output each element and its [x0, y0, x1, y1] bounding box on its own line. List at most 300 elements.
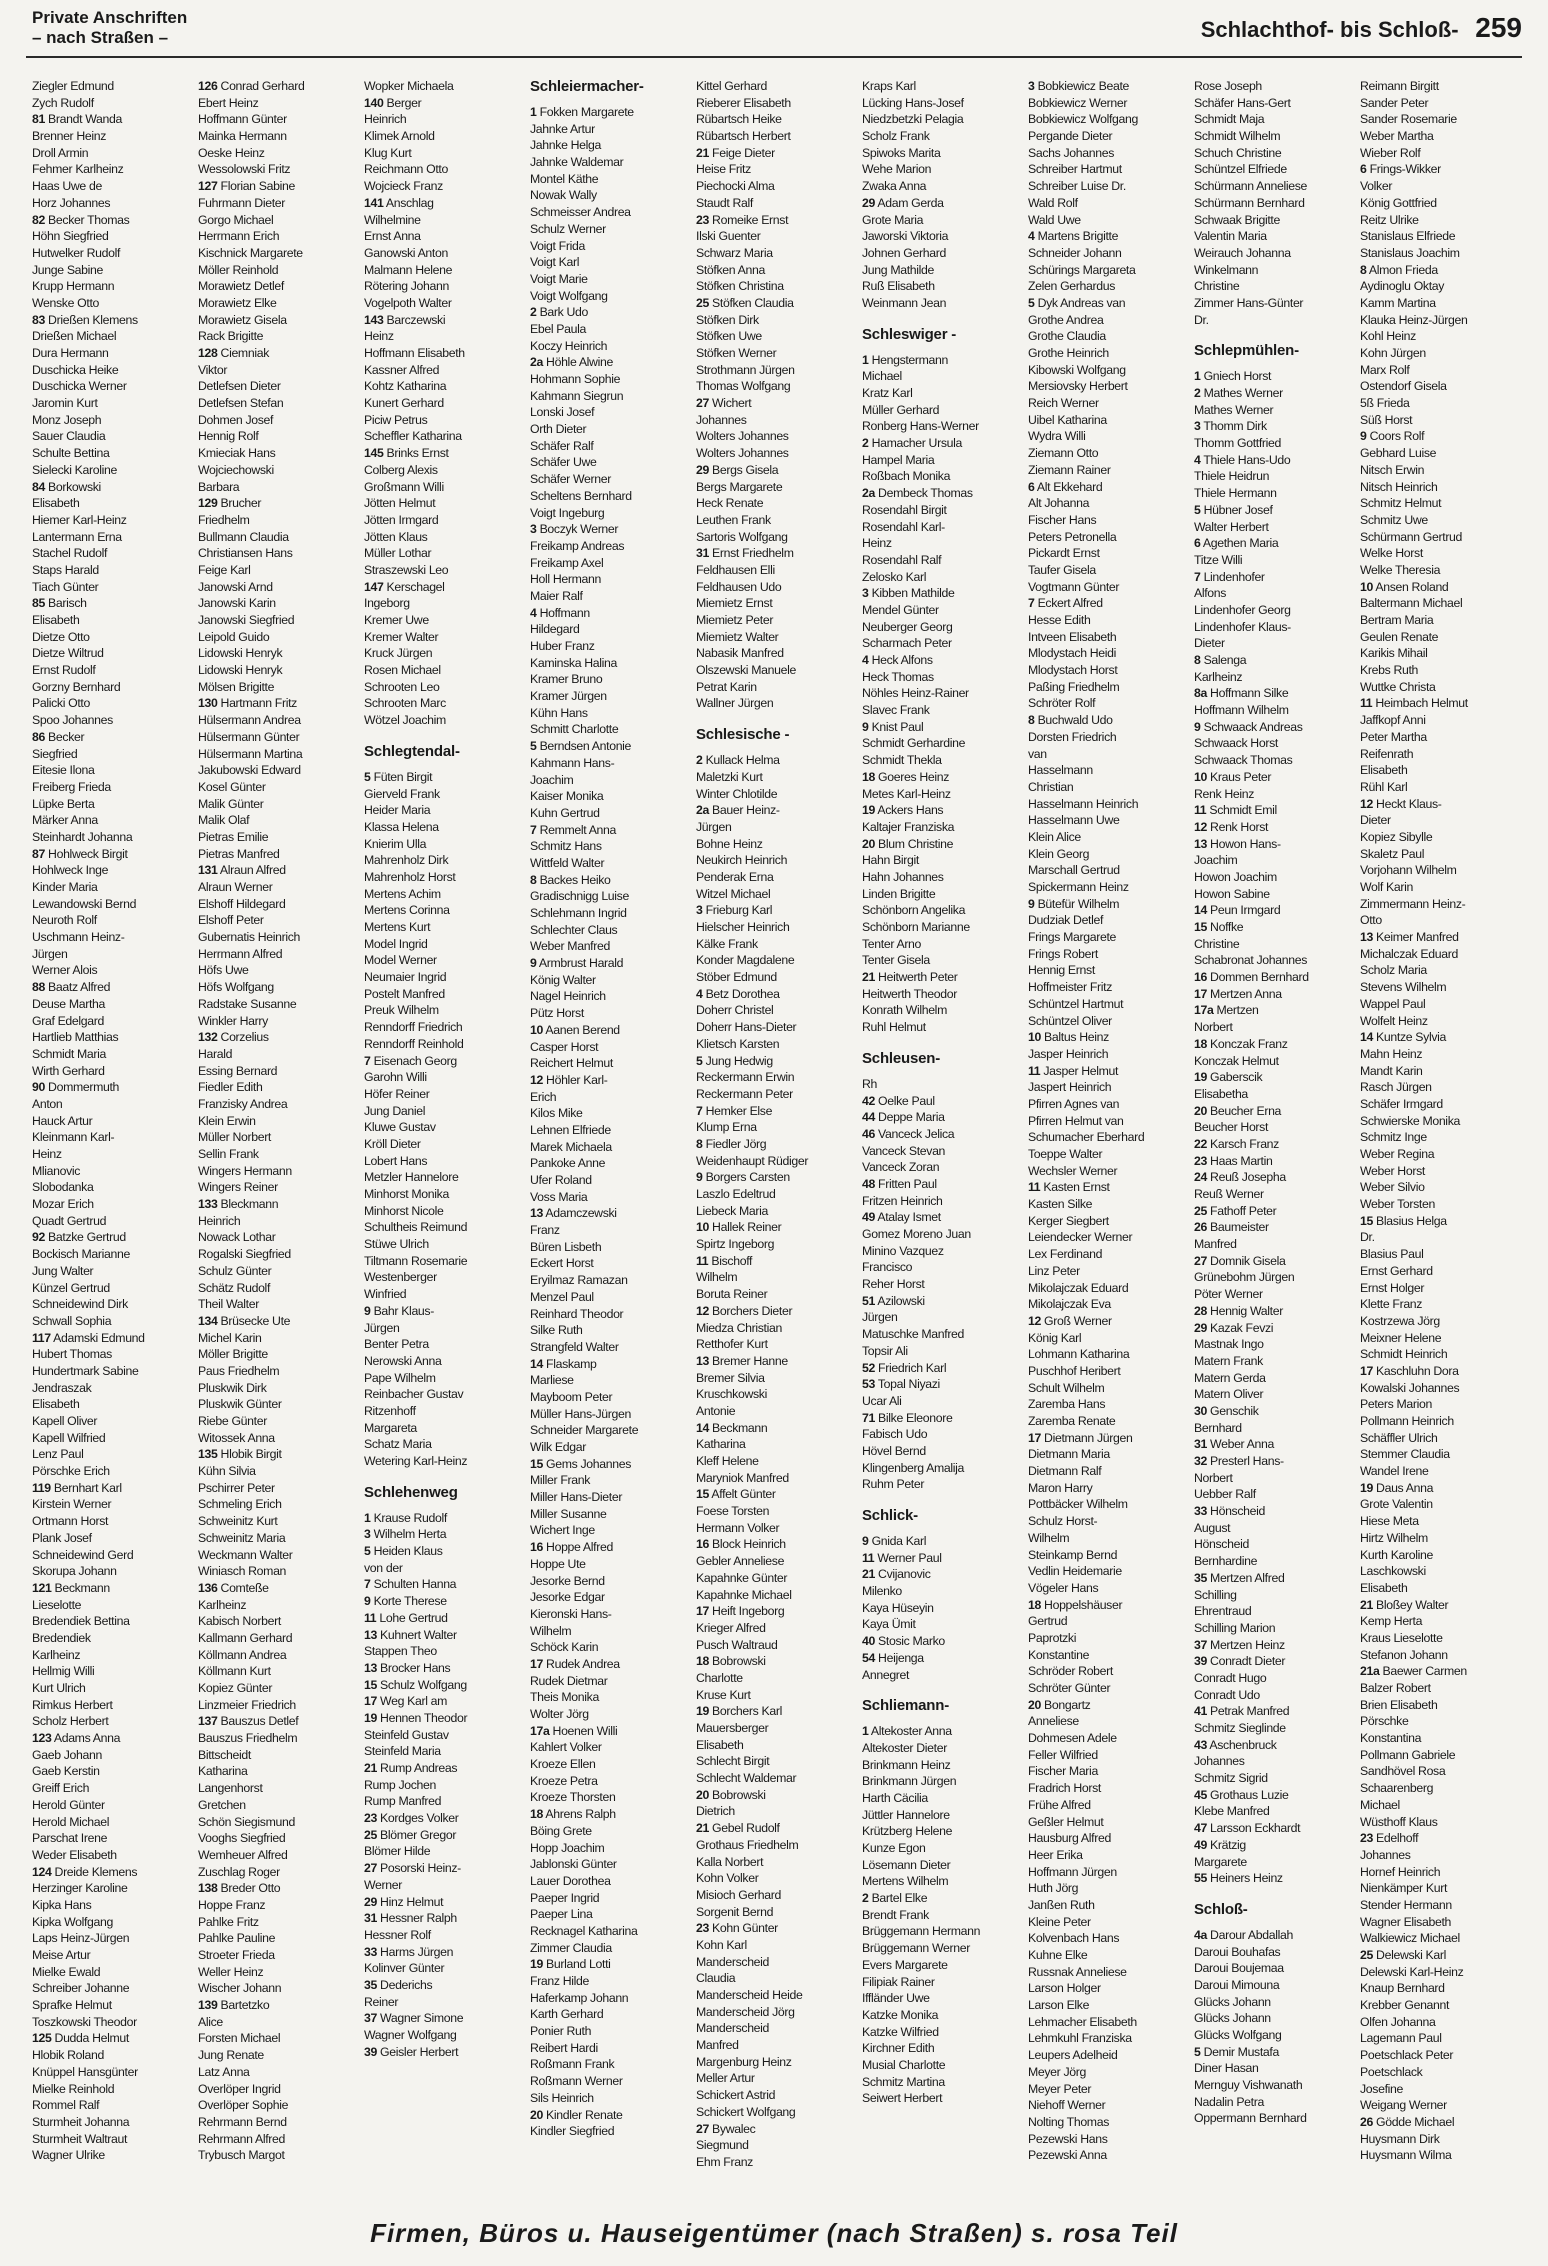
directory-entry: 13 Howon Hans- — [1194, 836, 1281, 851]
directory-entry: Joachim — [530, 772, 574, 787]
directory-entry: Kemp Herta — [1360, 1614, 1423, 1629]
house-number: 35 — [1194, 1570, 1207, 1585]
directory-entry: Scholz Herbert — [32, 1714, 109, 1729]
directory-entry: 8 Almon Frieda — [1360, 262, 1438, 277]
directory-entry: 1 Hengstermann — [862, 352, 949, 367]
directory-entry: 11 Lohe Gertrud — [364, 1610, 448, 1625]
house-number: 12 — [530, 1072, 543, 1087]
directory-entry: Vogtmann Günter — [1028, 579, 1120, 594]
directory-entry: Mahrenholz Dirk — [364, 853, 449, 868]
directory-entry: Kluwe Gustav — [364, 1120, 436, 1135]
directory-entry: Feller Wilfried — [1028, 1747, 1098, 1762]
directory-entry: Postelt Manfred — [364, 986, 445, 1001]
directory-entry: Jahnke Waldemar — [530, 155, 624, 170]
house-number: 20 — [696, 1787, 709, 1802]
directory-entry: 27 Wichert — [696, 396, 752, 411]
directory-entry: Wingers Reiner — [198, 1180, 278, 1195]
directory-entry: Höfer Reiner — [364, 1086, 430, 1101]
directory-entry: Beucher Horst — [1194, 1120, 1269, 1135]
directory-entry: Vogelpoth Walter — [364, 295, 452, 310]
directory-entry: Jaffkopf Anni — [1360, 713, 1426, 728]
directory-entry: 17 Heift Ingeborg — [696, 1604, 785, 1619]
house-number: 39 — [364, 2044, 377, 2059]
directory-entry: Freikamp Axel — [530, 555, 604, 570]
directory-entry: Kieronski Hans- — [530, 1606, 612, 1621]
directory-entry: Brenner Heinz — [32, 129, 107, 144]
directory-entry: Milenko — [862, 1584, 902, 1599]
directory-entry: Reibert Hardi — [530, 2040, 598, 2055]
directory-entry: Erich — [530, 1089, 557, 1104]
directory-entry: Maron Harry — [1028, 1480, 1093, 1495]
directory-entry: Mertens Achim — [364, 886, 441, 901]
directory-entry: Detlefsen Stefan — [198, 396, 284, 411]
directory-entry: Johannes — [1194, 1754, 1245, 1769]
directory-entry: 55 Heiners Heinz — [1194, 1871, 1283, 1886]
directory-entry: Reiner — [364, 1994, 399, 2009]
directory-entry: Marliese — [530, 1373, 574, 1388]
directory-entry: Conradt Hugo — [1194, 1670, 1267, 1685]
directory-entry: Kopiez Sibylle — [1360, 829, 1433, 844]
house-number: 2 — [862, 436, 869, 451]
directory-entry: Paßing Friedhelm — [1028, 679, 1120, 694]
directory-entry: Kipka Hans — [32, 1897, 92, 1912]
directory-entry: Colberg Alexis — [364, 462, 438, 477]
directory-entry: Voigt Ingeburg — [530, 505, 605, 520]
directory-entry: Ortmann Horst — [32, 1514, 109, 1529]
directory-entry: Brüggemann Hermann — [862, 1924, 981, 1939]
directory-entry: Schönborn Marianne — [862, 920, 970, 934]
directory-entry: Heinz — [364, 329, 394, 344]
directory-entry: 25 Fathoff Peter — [1194, 1203, 1277, 1218]
directory-entry: Hornef Heinrich — [1360, 1864, 1441, 1879]
directory-entry: Toeppe Walter — [1028, 1147, 1103, 1161]
directory-entry: Jürgen — [696, 819, 732, 834]
directory-entry: Aydinoglu Oktay — [1360, 279, 1445, 294]
directory-entry: 3 Frieburg Karl — [696, 903, 773, 918]
directory-entry: Schulz Horst- — [1028, 1514, 1098, 1529]
directory-entry: Alice — [198, 2014, 223, 2029]
directory-entry: 15 Affelt Günter — [696, 1487, 776, 1502]
house-number: 9 — [1028, 896, 1035, 911]
directory-entry: Stender Hermann — [1360, 1897, 1452, 1912]
directory-entry: Klug Kurt — [364, 145, 412, 160]
directory-entry: Müller Gerhard — [862, 402, 940, 417]
directory-entry: Nitsch Heinrich — [1360, 479, 1438, 494]
directory-entry: Matuschke Manfred — [862, 1327, 965, 1342]
directory-entry: Brinkmann Jürgen — [862, 1774, 957, 1789]
directory-entry: 2 Bark Udo — [530, 305, 589, 320]
directory-entry: Fischer Maria — [1028, 1764, 1098, 1779]
directory-entry: Peters Marion — [1360, 1397, 1432, 1412]
directory-entry: 15 Noffke — [1194, 920, 1244, 934]
directory-entry: Klietsch Karsten — [696, 1036, 780, 1051]
directory-entry: Weber Manfred — [530, 939, 610, 954]
directory-entry: 7 Remmelt Anna — [530, 822, 617, 837]
directory-entry: 5 Hübner Josef — [1194, 502, 1273, 517]
directory-entry: Kolvenbach Hans — [1028, 1931, 1120, 1946]
directory-entry: Kohn Volker — [696, 1871, 759, 1886]
directory-entry: Charlotte — [696, 1670, 743, 1685]
house-number: 17 — [1194, 986, 1207, 1001]
directory-entry: Michalczak Eduard — [1360, 946, 1458, 961]
directory-entry: Boruta Reiner — [696, 1287, 768, 1302]
directory-entry: Kilos Mike — [530, 1106, 583, 1121]
directory-entry: Schönborn Angelika — [862, 903, 966, 918]
directory-entry: Zuschlag Roger — [198, 1864, 280, 1879]
directory-entry: Michael — [1360, 1797, 1400, 1812]
directory-entry: 16 Dommen Bernhard — [1194, 970, 1309, 985]
directory-entry: Mikolajczak Eva — [1028, 1297, 1111, 1312]
directory-entry: Quadt Gertrud — [32, 1213, 107, 1228]
directory-entry: Hlobik Roland — [32, 2048, 105, 2063]
directory-entry: Konstantina — [1360, 1731, 1422, 1746]
directory-entry: Huth Jörg — [1028, 1881, 1079, 1896]
directory-entry: Margenburg Heinz — [696, 2054, 792, 2069]
directory-entry: Strangfeld Walter — [530, 1339, 619, 1354]
directory-entry: Ebert Heinz — [198, 95, 259, 110]
directory-entry: Minhorst Nicole — [364, 1203, 444, 1218]
directory-entry: Lindenhofer Klaus- — [1194, 619, 1291, 634]
page-header — [26, 6, 1522, 58]
directory-entry: Schäffler Ulrich — [1360, 1430, 1438, 1445]
directory-entry: Heinrich — [364, 112, 407, 127]
directory-entry: Hermann Volker — [696, 1520, 780, 1535]
directory-entry: 5 Demir Mustafa — [1194, 2044, 1279, 2059]
directory-entry: Ehrentraud — [1194, 1604, 1252, 1619]
house-number: 141 — [364, 195, 384, 210]
directory-entry: Nerowski Anna — [364, 1353, 442, 1368]
directory-entry: 128 Ciemniak — [198, 346, 269, 360]
directory-entry: Knierim Ulla — [364, 836, 427, 851]
house-number: 11 — [1360, 696, 1373, 711]
directory-entry: Heinrich — [198, 1213, 241, 1228]
directory-entry: 2 Hamacher Ursula — [862, 436, 962, 451]
house-number: 22 — [1194, 1136, 1207, 1151]
directory-entry: Kratz Karl — [862, 386, 913, 400]
directory-entry: Hoppe Ute — [530, 1556, 586, 1571]
directory-entry: Hielscher Heinrich — [696, 920, 790, 934]
directory-entry: Schatz Maria — [364, 1437, 432, 1452]
directory-entry: Kruschkowski — [696, 1387, 767, 1402]
directory-entry: Metzler Hannelore — [364, 1170, 459, 1185]
directory-entry: Olfen Johanna — [1360, 2014, 1436, 2029]
house-number: 29 — [1194, 1320, 1207, 1335]
directory-entry: Eckert Horst — [530, 1256, 594, 1271]
directory-entry: Mainka Hermann — [198, 129, 287, 144]
directory-entry: 25 Blömer Gregor — [364, 1827, 457, 1842]
directory-entry: Schmitz Sigrid — [1194, 1771, 1268, 1786]
directory-entry: Wessolowski Fritz — [198, 162, 291, 177]
directory-entry: Kasten Silke — [1028, 1197, 1093, 1212]
directory-entry: Matern Oliver — [1194, 1387, 1264, 1402]
directory-entry: Weber Silvio — [1360, 1180, 1425, 1195]
directory-entry: Mauersberger — [696, 1721, 769, 1735]
house-number: 7 — [364, 1577, 371, 1592]
directory-entry: Scheffler Katharina — [364, 429, 462, 444]
house-number: 5 — [1028, 295, 1035, 310]
directory-entry: Spoo Johannes — [32, 713, 113, 728]
directory-entry: Thiele Heidrun — [1194, 469, 1270, 484]
directory-entry: Elisabeth — [1360, 763, 1408, 778]
directory-entry: Titze Willi — [1194, 552, 1243, 567]
directory-entry: Janowski Siegfried — [198, 613, 295, 627]
directory-entry: Fuhrmann Dieter — [198, 195, 286, 210]
directory-entry: 141 Anschlag — [364, 195, 434, 210]
directory-entry: Skorupa Johann — [32, 1564, 117, 1579]
directory-entry: Graf Edelgard — [32, 1013, 105, 1028]
house-number: 10 — [530, 1022, 543, 1037]
directory-entry: 125 Dudda Helmut — [32, 2031, 129, 2046]
directory-entry: 21a Baewer Carmen — [1360, 1664, 1467, 1679]
directory-entry: Schmitz Inge — [1360, 1130, 1427, 1145]
directory-entry: 4 Betz Dorothea — [696, 986, 780, 1001]
directory-entry: Poetschlack Peter — [1360, 2048, 1454, 2063]
directory-entry: Katzke Wilfried — [862, 2024, 939, 2039]
directory-entry: Vanceck Stevan — [862, 1143, 946, 1158]
directory-entry: Hennig Ernst — [1028, 963, 1095, 978]
directory-entry: 9 Schwaack Andreas — [1194, 719, 1303, 734]
directory-entry: 92 Batzke Gertrud — [32, 1230, 126, 1245]
house-number: 3 — [1028, 79, 1035, 93]
directory-entry: Hartlieb Matthias — [32, 1030, 119, 1045]
house-number: 29 — [696, 462, 709, 477]
house-number: 14 — [1194, 903, 1207, 918]
directory-entry: Palicki Otto — [32, 696, 90, 711]
house-number: 15 — [1360, 1213, 1373, 1228]
house-number: 11 — [696, 1253, 709, 1268]
directory-entry: Dorsten Friedrich — [1028, 729, 1117, 744]
directory-entry: Alraun Werner — [198, 880, 273, 894]
directory-entry: Bremer Silvia — [696, 1370, 765, 1385]
house-number: 21 — [862, 970, 875, 985]
directory-entry: 17 Weg Karl am — [364, 1694, 448, 1709]
directory-entry: Sander Rosemarie — [1360, 112, 1457, 127]
directory-entry: Stemmer Claudia — [1360, 1447, 1450, 1462]
directory-entry: Rehrmann Bernd — [198, 2114, 287, 2129]
directory-entry: 15 Schulz Wolfgang — [364, 1677, 467, 1692]
directory-entry: 2 Mathes Werner — [1194, 386, 1283, 400]
house-number: 13 — [1194, 836, 1207, 851]
house-number: 12 — [1360, 796, 1373, 811]
directory-entry: Mikolajczak Eduard — [1028, 1280, 1129, 1295]
directory-entry: Doherr Christel — [696, 1003, 774, 1018]
directory-entry: Ucar Ali — [862, 1393, 902, 1408]
directory-entry: Schürmann Bernhard — [1194, 195, 1305, 210]
directory-entry: Hennig Rolf — [198, 429, 259, 444]
directory-entry: Overlöper Ingrid — [198, 2081, 281, 2096]
directory-entry: 43 Aschenbruck — [1194, 1737, 1277, 1752]
house-number: 132 — [198, 1030, 218, 1045]
directory-entry: Schmitz Hans — [530, 839, 602, 854]
directory-entry: Hoffmann Günter — [198, 112, 287, 127]
directory-entry: Miemietz Peter — [696, 613, 774, 627]
directory-entry: Bauszus Friedhelm — [198, 1731, 298, 1746]
house-number: 41 — [1194, 1704, 1207, 1719]
directory-entry: 5 Berndsen Antonie — [530, 739, 632, 754]
house-number: 17 — [1028, 1430, 1041, 1445]
directory-entry: Freiberg Frieda — [32, 779, 111, 794]
house-number: 9 — [364, 1303, 371, 1318]
house-number: 11 — [1028, 1180, 1041, 1195]
directory-entry: Wagner Ulrike — [32, 2148, 105, 2163]
directory-entry: Miller Susanne — [530, 1506, 607, 1521]
house-number: 1 — [530, 105, 537, 119]
directory-entry: Jaworski Viktoria — [862, 229, 949, 244]
directory-entry: Zelosko Karl — [862, 569, 927, 584]
directory-entry: 52 Friedrich Karl — [862, 1360, 947, 1375]
directory-entry: Herold Michael — [32, 1814, 110, 1829]
directory-entry: Norbert — [1194, 1020, 1233, 1035]
directory-entry: Rübartsch Herbert — [696, 129, 791, 144]
directory-entry: Karth Gerhard — [530, 2007, 604, 2022]
directory-entry: Christine — [1194, 936, 1240, 951]
directory-entry: 5 Füten Birgit — [364, 769, 433, 784]
directory-entry: Geßler Helmut — [1028, 1814, 1104, 1829]
directory-entry: Olszewski Manuele — [696, 663, 796, 678]
directory-entry: Schmitz Uwe — [1360, 512, 1428, 527]
directory-entry: Matern Frank — [1194, 1353, 1263, 1368]
directory-entry: Wilhelm — [1028, 1530, 1070, 1545]
house-number: 19 — [862, 803, 875, 818]
directory-entry: Larson Elke — [1028, 1998, 1090, 2013]
house-number: 40 — [862, 1634, 875, 1649]
house-number: 18 — [1028, 1597, 1041, 1612]
directory-entry: 23 Romeike Ernst — [696, 212, 789, 227]
directory-entry: Meise Artur — [32, 1948, 91, 1962]
directory-entry: Musial Charlotte — [862, 2057, 946, 2072]
directory-entry: 3 Boczyk Werner — [530, 522, 619, 537]
house-number: 1 — [862, 352, 869, 367]
directory-entry: Altekoster Dieter — [862, 1740, 947, 1755]
directory-entry: Schäfer Irmgard — [1360, 1096, 1443, 1111]
directory-entry: Kühn Hans — [530, 705, 588, 720]
directory-entry: Harald — [198, 1046, 233, 1061]
directory-entry: Hasselmann Heinrich — [1028, 796, 1139, 811]
directory-entry: Dr. — [1194, 312, 1209, 327]
directory-entry: Kohn Jürgen — [1360, 346, 1426, 360]
directory-entry: Peter Martha — [1360, 729, 1427, 744]
directory-entry: Schilling — [1194, 1587, 1237, 1602]
directory-entry: Weinmann Jean — [862, 295, 947, 310]
directory-entry: Balzer Robert — [1360, 1681, 1431, 1695]
directory-entry: 16 Hoppe Alfred — [530, 1540, 613, 1555]
directory-entry: Blasius Paul — [1360, 1247, 1424, 1262]
directory-entry: Bergs Margarete — [696, 479, 783, 494]
directory-entry: Schneidewind Dirk — [32, 1297, 128, 1312]
house-number: 90 — [32, 1080, 45, 1095]
directory-entry: Reichert Helmut — [530, 1056, 613, 1071]
directory-entry: Klein Georg — [1028, 846, 1090, 861]
house-number: 27 — [1194, 1253, 1207, 1268]
directory-entry: Hauck Artur — [32, 1113, 93, 1128]
directory-entry: Wolters Johannes — [696, 446, 789, 461]
house-number: 23 — [696, 1921, 709, 1936]
directory-entry: 132 Corzelius — [198, 1030, 269, 1045]
page-title-block — [1201, 12, 1522, 44]
directory-entry: Mozar Erich — [32, 1197, 94, 1212]
directory-entry: 29 Bergs Gisela — [696, 462, 779, 477]
directory-entry: 17 Rudek Andrea — [530, 1656, 620, 1671]
directory-entry: Manderscheid Jörg — [696, 2004, 795, 2019]
directory-entry: 10 Aanen Berend — [530, 1022, 620, 1037]
directory-entry: Katzke Monika — [862, 2007, 939, 2022]
directory-entry: Stöber Edmund — [696, 970, 777, 985]
house-number: 18 — [696, 1654, 709, 1669]
house-number: 23 — [364, 1811, 377, 1826]
directory-entry: Intveen Elisabeth — [1028, 629, 1117, 644]
directory-entry: 6 Frings-Wikker — [1360, 162, 1441, 177]
directory-entry: Christian — [1028, 779, 1074, 794]
directory-entry: 23 Kordges Volker — [364, 1811, 459, 1826]
directory-entry: Mahrenholz Horst — [364, 869, 456, 884]
house-number: 20 — [1028, 1697, 1041, 1712]
directory-entry: Oeske Heinz — [198, 145, 265, 160]
directory-entry: Welke Horst — [1360, 546, 1423, 561]
house-number: 49 — [862, 1210, 875, 1225]
house-number: 29 — [364, 1894, 377, 1909]
directory-entry: Langenhorst — [198, 1781, 263, 1796]
house-number: 145 — [364, 446, 384, 461]
house-number: 126 — [198, 79, 218, 93]
house-number: 7 — [530, 822, 537, 837]
directory-entry: Pöter Werner — [1194, 1287, 1263, 1302]
directory-entry: Schabronat Johannes — [1194, 953, 1307, 968]
directory-entry: Kallmann Gerhard — [198, 1630, 293, 1645]
house-number: 85 — [32, 596, 45, 611]
directory-entry: Wappel Paul — [1360, 996, 1426, 1011]
directory-entry: Zimmermann Heinz- — [1360, 896, 1466, 911]
directory-entry: 83 Drießen Klemens — [32, 312, 138, 327]
house-number: 25 — [364, 1827, 377, 1842]
directory-entry: Klein Erwin — [198, 1113, 256, 1128]
directory-entry: Orth Dieter — [530, 422, 587, 437]
house-number: 13 — [364, 1627, 377, 1642]
directory-entry: Reichmann Otto — [364, 162, 448, 177]
directory-entry: Roßbach Monika — [862, 469, 951, 484]
directory-entry: Pfirren Agnes van — [1028, 1096, 1120, 1111]
directory-entry: Taufer Gisela — [1028, 562, 1096, 577]
directory-entry: 4 Heck Alfons — [862, 653, 933, 667]
directory-entry: Wüsthoff Klaus — [1360, 1814, 1438, 1829]
house-number: 26 — [1194, 1220, 1207, 1235]
house-number: 8 — [696, 1136, 703, 1151]
directory-entry: Kälke Frank — [696, 936, 758, 951]
directory-entry: Köllmann Andrea — [198, 1647, 287, 1662]
house-number: 8 — [1360, 262, 1367, 277]
house-number: 48 — [862, 1176, 875, 1191]
directory-entry: Steinfeld Maria — [364, 1744, 441, 1759]
house-number: 9 — [862, 1534, 869, 1548]
house-number: 37 — [1194, 1637, 1207, 1652]
directory-entry: Stefanon Johann — [1360, 1647, 1448, 1662]
house-number: 49 — [1194, 1837, 1207, 1852]
directory-entry: Reimann Birgitt — [1360, 79, 1439, 93]
directory-entry: 90 Dommermuth — [32, 1080, 120, 1095]
directory-entry: Viktor — [198, 362, 228, 377]
directory-entry: August — [1194, 1520, 1231, 1535]
directory-entry: Jung Renate — [198, 2048, 264, 2063]
directory-entry: 17a Mertzen — [1194, 1003, 1259, 1018]
directory-entry: Miedza Christian — [696, 1320, 782, 1335]
directory-entry: 11 Jasper Helmut — [1028, 1063, 1119, 1078]
directory-entry: 11 Heimbach Helmut — [1360, 696, 1468, 711]
directory-entry: Bernhardine — [1194, 1554, 1258, 1569]
directory-entry: 21 Feige Dieter — [696, 145, 775, 160]
house-number: 17 — [364, 1694, 377, 1709]
directory-entry: 12 Borchers Dieter — [696, 1303, 793, 1318]
directory-entry: Manfred — [1194, 1237, 1237, 1252]
directory-column — [1026, 78, 1192, 2206]
